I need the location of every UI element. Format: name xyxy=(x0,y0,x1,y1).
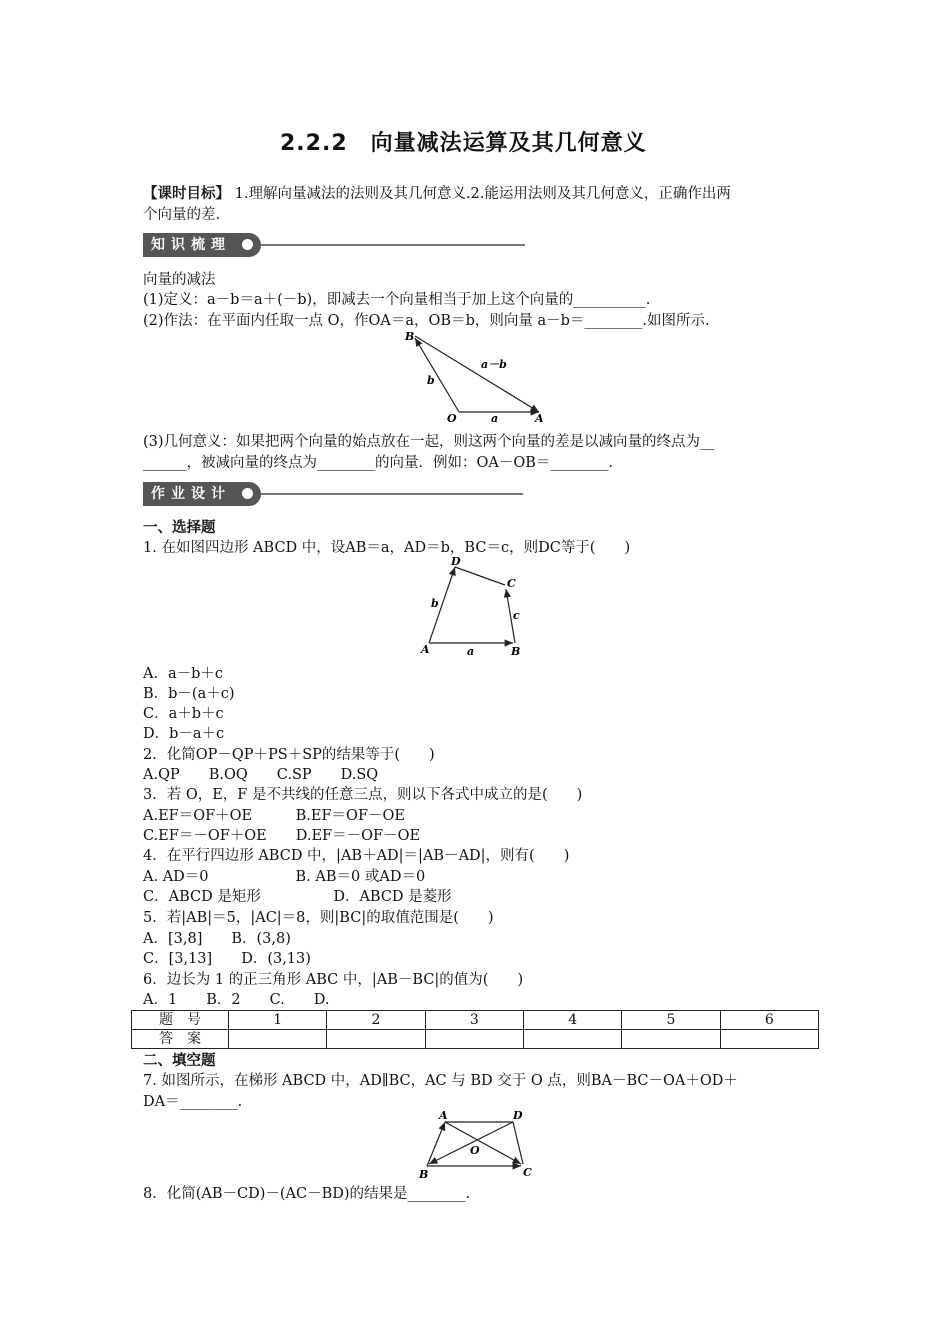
objective-text-1: 1.理解向量减法的法则及其几何意义.2.能运用法则及其几何意义，正确作出两 xyxy=(234,186,731,202)
banner-dot-icon xyxy=(242,488,253,499)
section-fill: 二、填空题 xyxy=(143,1052,216,1069)
objective-line-1 xyxy=(143,184,731,204)
q4-opts-1: A. AD＝0 B. AB＝0 或AD＝0 xyxy=(143,869,426,885)
knowledge-geo-2: ______，被减向量的终点为________的向量．例如：OA－OB＝________. xyxy=(143,455,614,471)
q3-opts-2: C.EF＝－OF＋OE D.EF＝－OF－OE xyxy=(143,828,421,844)
homework-banner xyxy=(143,482,525,506)
banner-dot-icon xyxy=(242,239,253,250)
q4-stem: 4．在平行四边形 ABCD 中，|AB＋AD|＝|AB－AD|，则有( ) xyxy=(143,848,570,864)
q4-opts-2: C．ABCD 是矩形 D．ABCD 是菱形 xyxy=(143,889,452,905)
label-A: A xyxy=(535,412,544,425)
trapezoid-figure xyxy=(415,1108,540,1180)
banner-rule xyxy=(261,244,525,246)
q2-opts: A.QP B.OQ C.SP D.SQ xyxy=(143,767,379,783)
page-title: 2.2.2 向量减法运算及其几何意义 xyxy=(280,131,647,156)
q5-opts-2: C．[3,13] D．(3,13) xyxy=(143,951,311,967)
svg-text:D: D xyxy=(513,1109,523,1122)
answer-table xyxy=(131,1010,819,1049)
vector-subtraction-figure xyxy=(395,328,555,428)
answer-cell[interactable] xyxy=(327,1030,425,1049)
q2-stem: 2．化简OP－QP＋PS＋SP的结果等于( ) xyxy=(143,747,435,763)
label-a-minus-b: a－b xyxy=(481,358,507,371)
q1-opt-a: A．a－b＋c xyxy=(143,666,224,682)
knowledge-method: (2)作法：在平面内任取一点 O，作OA＝a，OB＝b，则向量 a－b＝________.如图所示. xyxy=(143,313,710,329)
svg-text:a: a xyxy=(467,645,475,658)
label-O: O xyxy=(447,412,457,425)
svg-text:B: B xyxy=(419,1168,429,1180)
q1-opt-c: C．a＋b＋c xyxy=(143,706,224,722)
svg-text:O: O xyxy=(470,1144,480,1157)
svg-text:B: B xyxy=(511,645,521,658)
q1-stem: 1. 在如图四边形 ABCD 中，设AB＝a，AD＝b，BC＝c，则DC等于( ) xyxy=(143,540,631,556)
table-num: 5 xyxy=(622,1011,720,1030)
q1-opt-d: D．b－a＋c xyxy=(143,726,225,742)
quadrilateral-figure xyxy=(415,555,535,660)
svg-text:C: C xyxy=(523,1166,532,1179)
banner-rule xyxy=(261,493,523,495)
svg-text:D: D xyxy=(451,555,461,568)
svg-text:c: c xyxy=(513,609,520,622)
label-B: B xyxy=(405,330,415,343)
q1-opt-b: B．b－(a＋c) xyxy=(143,686,235,702)
q6-opts: A．1 B．2 C. D. xyxy=(143,992,330,1008)
homework-banner-label: 作业设计 xyxy=(143,482,261,506)
q5-opts-1: A．[3,8] B．(3,8) xyxy=(143,931,291,947)
svg-text:A: A xyxy=(421,643,430,656)
knowledge-heading: 向量的减法 xyxy=(143,272,216,288)
table-row xyxy=(132,1011,819,1030)
objective-line-2: 个向量的差. xyxy=(143,207,221,223)
table-row xyxy=(132,1030,819,1049)
svg-text:b: b xyxy=(431,597,439,610)
table-answer-label: 答 案 xyxy=(132,1030,229,1049)
q3-opts-1: A.EF＝OF＋OE B.EF＝OF－OE xyxy=(143,808,405,824)
q8-stem: 8．化简(AB－CD)－(AC－BD)的结果是________. xyxy=(143,1186,471,1202)
table-num: 4 xyxy=(523,1011,621,1030)
svg-text:A: A xyxy=(439,1109,448,1122)
objective-label: 【课时目标】 xyxy=(143,185,230,202)
answer-cell[interactable] xyxy=(720,1030,818,1049)
table-num: 2 xyxy=(327,1011,425,1030)
knowledge-banner-label: 知识梳理 xyxy=(143,233,261,257)
table-header-label: 题 号 xyxy=(132,1011,229,1030)
label-a: a xyxy=(491,412,499,425)
q3-stem: 3．若 O，E，F 是不共线的任意三点，则以下各式中成立的是( ) xyxy=(143,787,583,803)
knowledge-geo-1: (3)几何意义：如果把两个向量的始点放在一起，则这两个向量的差是以减向量的终点为__ xyxy=(143,434,715,450)
table-num: 6 xyxy=(720,1011,818,1030)
knowledge-definition: (1)定义：a－b＝a＋(－b)，即减去一个向量相当于加上这个向量的__________. xyxy=(143,292,651,308)
table-num: 3 xyxy=(425,1011,523,1030)
knowledge-banner xyxy=(143,233,525,257)
table-num: 1 xyxy=(229,1011,327,1030)
section-choice: 一、选择题 xyxy=(143,519,216,536)
label-b: b xyxy=(427,374,435,387)
q7-line-2: DA＝________. xyxy=(143,1094,243,1110)
q5-stem: 5．若|AB|＝5，|AC|＝8，则|BC|的取值范围是( ) xyxy=(143,910,494,926)
answer-cell[interactable] xyxy=(425,1030,523,1049)
q6-stem: 6．边长为 1 的正三角形 ABC 中，|AB－BC|的值为( ) xyxy=(143,972,524,988)
answer-cell[interactable] xyxy=(523,1030,621,1049)
svg-text:C: C xyxy=(507,577,516,590)
answer-cell[interactable] xyxy=(229,1030,327,1049)
answer-cell[interactable] xyxy=(622,1030,720,1049)
q7-line-1: 7. 如图所示，在梯形 ABCD 中，AD∥BC，AC 与 BD 交于 O 点，则BA－BC－OA＋OD＋ xyxy=(143,1073,738,1089)
